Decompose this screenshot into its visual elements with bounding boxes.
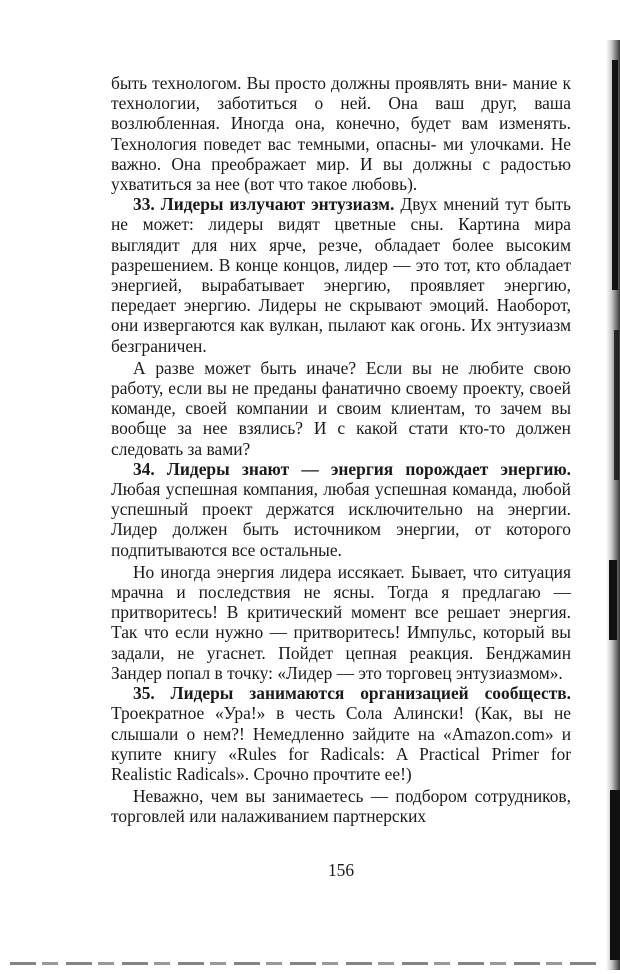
section-33-text: Двух мнений тут быть не может: лидеры видят цветные сны. Картина мира выглядит для них ярче, резче, обладает более высоким разрешением. В конце концов, лидер — это тот, кто обладает энергией, вырабатывает энергию, проявляет энергию, передает энергию. Лидеры не скрывают эмоций. Наоборот, они извергаются как вулкан, пылают как огонь. Их энтузиазм безграничен. <box>111 194 571 356</box>
intro-line-2: мание к технологии, заботиться о ней. Она ваш друг, <box>111 73 571 114</box>
section-33 <box>111 194 571 356</box>
intro-line-3: ваша возлюбленная. Иногда она, конечно, будет вам <box>111 93 571 134</box>
intro-line-4: изменять. Технология поведет вас темными, опасны- <box>111 113 571 154</box>
section-35-paragraph-2: Неважно, чем вы занимаетесь — подбором сотрудников, торговлей или налаживанием партнерских <box>111 786 571 827</box>
paragraph-intro <box>111 73 571 194</box>
page-number: 156 <box>327 860 355 880</box>
section-34-paragraph-2: Но иногда энергия лидера иссякает. Бывает, что ситуация мрачна и последствия не ясны. Тогда я предлагаю — притворитесь! В критический момент все решает энергия. Так что если нужно — притворитесь! Импульс, который вы задали, не угаснет. Пойдет цепная реакция. Бенджамин Зандер попал в точку: «Лидер — это торговец энтузиазмом». <box>111 561 571 683</box>
section-35-heading: 35. Лидеры занимаются организацией сообществ. <box>133 683 571 704</box>
binding-edge-streak-4 <box>610 790 620 960</box>
intro-line-6: должны с радостью ухватиться за нее (вот что такое <box>111 153 571 195</box>
binding-edge-streak-1 <box>612 60 618 290</box>
section-33-heading: 33. Лидеры излучают энтузиазм. <box>133 194 395 215</box>
binding-edge-streak-3 <box>609 560 617 640</box>
binding-edge-streak-2 <box>614 330 619 480</box>
section-34-heading: 34. Лидеры знают — энергия порождает энергию. <box>133 458 571 479</box>
intro-line-5: ми улочками. Не важно. Она преображает мир. И вы <box>111 133 571 174</box>
section-35 <box>111 683 571 784</box>
section-34 <box>111 459 571 560</box>
section-34-text: Любая успешная компания, любая успешная команда, любой успешный проект держатся исключительно на энергии. Лидер должен быть источником энергии, от которого подпитываются все остальные. <box>111 479 571 560</box>
section-33-paragraph-2: А разве может быть иначе? Если вы не любите свою работу, если вы не преданы фанатично своему проекту, своей команде, своей компании и своим клиентам, то зачем вы вообще за нее взялись? И с какой стати кто-то должен следовать за вами? <box>111 357 571 459</box>
body-text <box>111 73 571 827</box>
section-35-text: Троекратное «Ура!» в честь Сола Алински! (Как, вы не слышали о нем?! Немедленно зайдите на «Amazon.com» и купите книгу «Rules for Radicals: A Practical Primer for Realistic Radicals». Срочно прочтите ее!) <box>111 703 571 784</box>
intro-line-7: любовь). <box>351 174 418 195</box>
scan-bottom-edge <box>10 962 600 965</box>
intro-line-1: быть технологом. Вы просто должны проявлять вни- <box>111 73 508 93</box>
